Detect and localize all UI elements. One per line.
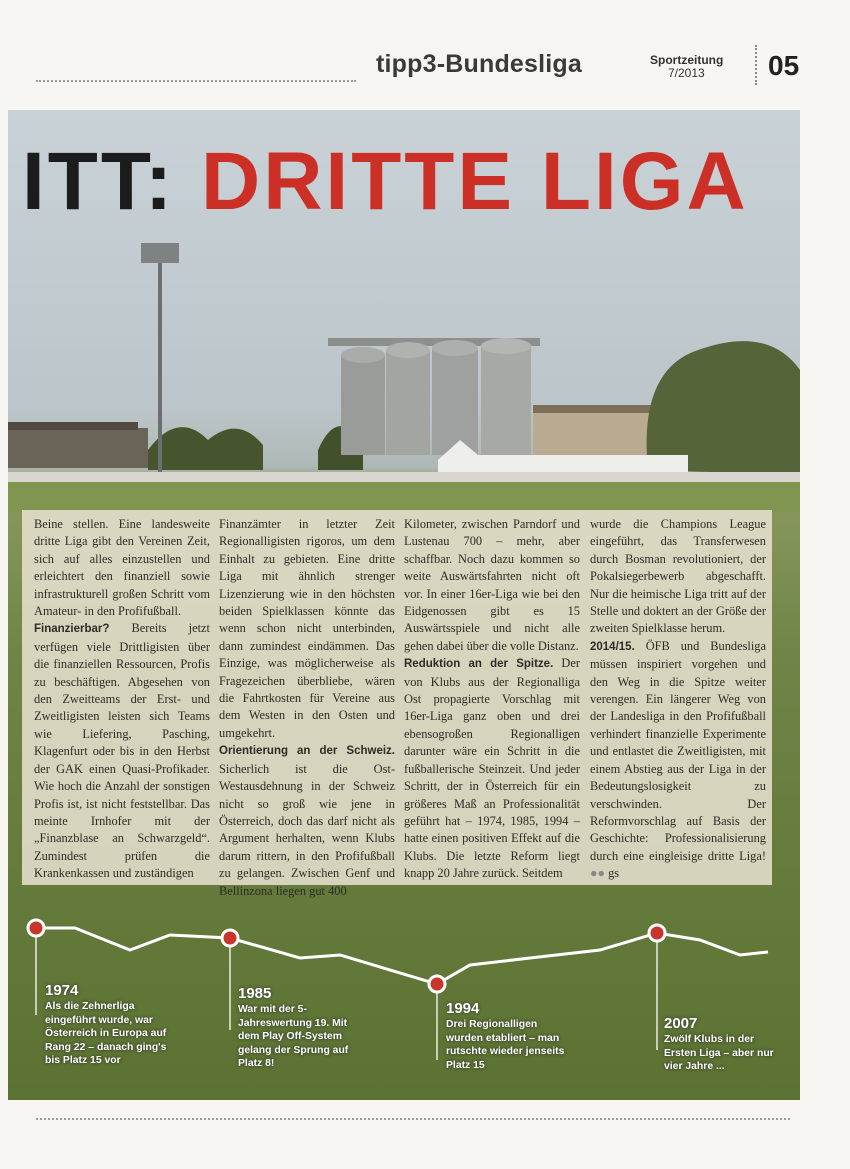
- paragraph-text: ÖFB und Bundesliga müssen inspiriert vorgehen und den Weg in die Spitze weiter verengen. Ein längerer Weg von der Landesliga in den Profifußball verhindert finanzielle Experimente und entlastet die Zweitligisten, mit einem Abstieg aus der Liga in der Bedeutungslosigkeit zu verschwinden. Der Reformvorschlag auf Basis der Geschichte: Professionalisierung durch eine eingleisige dritte Liga!: [590, 638, 766, 863]
- footer-dotted-rule: [36, 1118, 790, 1120]
- timeline-year: 2007: [664, 1015, 698, 1032]
- headline-red-part: DRITTE LIGA: [200, 136, 749, 227]
- paragraph: Finanzämter in letzter Zeit Regionalligisten rigoros, um dem Einhalt zu gebieten. Eine dritte Liga mit ähnlich strenger Lizenzierung wie in den höchsten beiden Spielklassen könnte das wenn schon nicht unterbinden, dann zumindest eindämmen. Das Einzige, was möglicherweise als Fragezeichen überbliebe, wären die Fahrtkosten für Vereine aus dem Westen in den Osten und umgekehrt.: [219, 517, 395, 740]
- timeline-year: 1994: [446, 1000, 480, 1017]
- paragraph-text: Bereits jetzt verfügen viele Drittligisten über die finanziellen Ressourcen, Profis zu beschäftigen. Abgesehen von den Zweitteams der Erst- und Zweitligisten leisten sich Teams wie Liefering, Pasching, Klagenfurt oder bis in den Herbst der GAK einen Quasi-Profikader. Wie hoch die Anzahl der sonstigen Profis ist, ist nicht feststellbar. Das meinte Irnhofer mit der „Finanzblase an Schwarzgeld“. Zumindest prüfen die Krankenkassen und zuständigen: [34, 621, 210, 881]
- paragraph-text: Sicherlich ist die Ost-Westausdehnung in der Schweiz nicht so groß wie jene in Österreich, doch das darf nicht als Argument herhalten, wenn Klubs darum rittern, in den Profifußball zu gelangen. Zwischen Genf und Bellinzona liegen gut 400: [219, 761, 395, 898]
- subheading: Finanzierbar?: [34, 623, 110, 636]
- end-mark-icon: ●●: [590, 866, 605, 881]
- timeline-marker-1985: [222, 930, 238, 946]
- publication-name: Sportzeitung: [650, 53, 724, 67]
- paragraph: Beine stellen. Eine landesweite dritte Liga gibt den Vereinen Zeit, sich auf alles einzustellen und erleichtert den finanziell sowie infrastrukturell großen Schritt vom Amateur- in den Profifußball.: [34, 517, 210, 619]
- timeline-text: Zwölf Klubs in der Ersten Liga – aber nur vier Jahre ...: [664, 1034, 774, 1072]
- timeline-marker-2007: [649, 925, 665, 941]
- subheading: Orientierung an der Schweiz.: [219, 745, 395, 758]
- subheading: Reduktion an der Spitze.: [404, 658, 554, 671]
- subheading: 2014/15.: [590, 640, 635, 653]
- paragraph-text: Der von Klubs aus der Regionalliga Ost propagierte Vorschlag mit 16er-Liga ganz oben und drei ebensogroßen Regionalligen darunter wäre ein Schritt in die fußballerische Steinzeit. Und jeder Schritt, der in Österreich für ein größeres Maß an Professionalität geführt hat – 1974, 1985, 1994 – hatte einen positiven Effekt auf die Klubs. Die letzte Reform liegt knapp 20 Jahre zurück. Seitdem: [404, 656, 580, 881]
- publication-issue: 7/2013: [668, 66, 705, 80]
- paragraph: wurde die Champions League eingeführt, das Transferwesen durch Bosman revolutioniert, der Pokalsiegerbewerb abgeschafft. Nur die heimische Liga tritt auf der Stelle und doktert an der Größe der zweiten Spielklasse herum.: [590, 517, 766, 636]
- timeline-marker-1994: [429, 976, 445, 992]
- timeline-marker-1974: [28, 920, 44, 936]
- section-title: tipp3-Bundesliga: [376, 50, 582, 78]
- timeline-text: War mit der 5-Jahreswertung 19. Mit dem Play Off-System gelang der Sprung auf Platz 8!: [238, 1004, 349, 1069]
- author-signature: gs: [608, 866, 620, 881]
- timeline-text: Als die Zehnerliga eingeführt wurde, war Österreich in Europa auf Rang 22 – danach ging's bis Platz 15 vor: [45, 1001, 167, 1066]
- paragraph: Kilometer, zwischen Parndorf und Lustenau 700 – mehr, aber schaffbar. Noch dazu kommen so weite Auswärtsfahrten nicht oft vor. In einer 16er-Liga wie bei den Eidgenossen gibt es 15 Auswärtsspiele und nicht alle gehen dabei über die volle Distanz.: [404, 517, 580, 653]
- page-number: 05: [768, 50, 800, 81]
- headline-dark-part: ITT:: [22, 136, 176, 227]
- timeline-text: Drei Regionalligen wurden etabliert – man rutschte wieder jenseits Platz 15: [446, 1019, 565, 1071]
- timeline-year: 1985: [238, 985, 272, 1002]
- timeline-year: 1974: [45, 982, 79, 999]
